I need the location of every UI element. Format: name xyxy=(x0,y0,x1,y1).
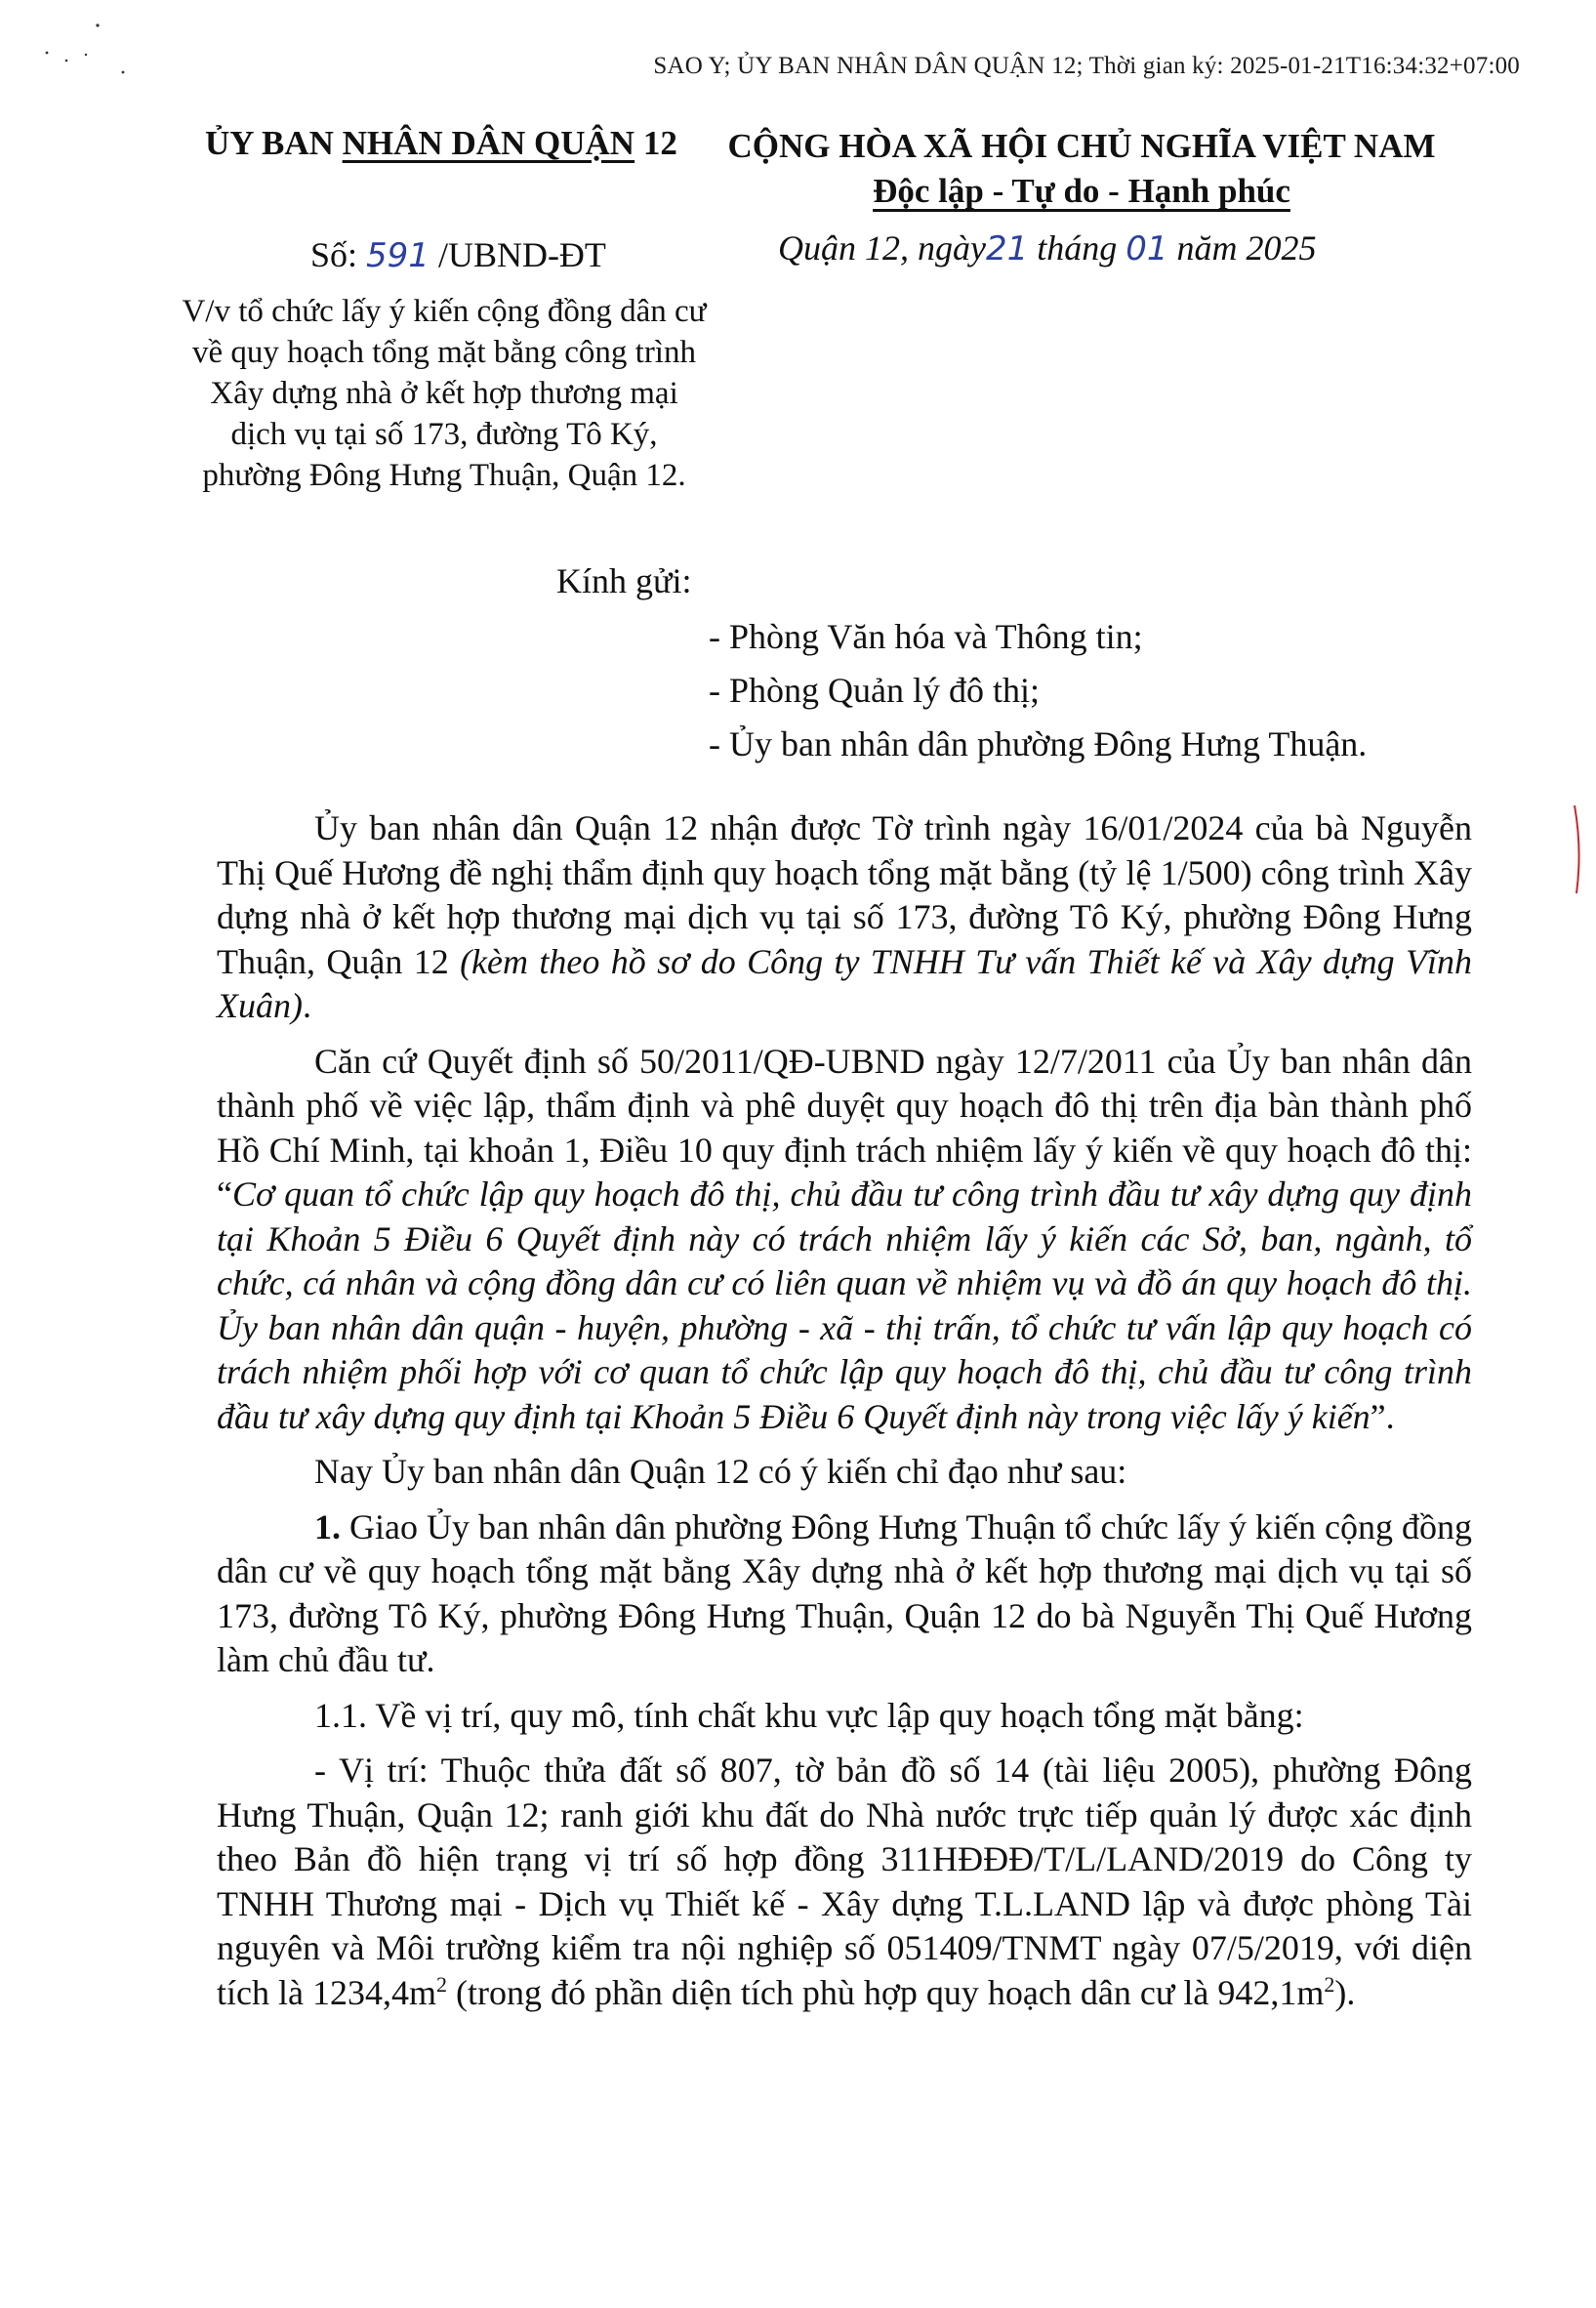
national-header xyxy=(711,124,1453,214)
handwritten-month: 01 xyxy=(1125,229,1168,268)
edge-pen-mark xyxy=(1569,801,1588,898)
subject-summary: V/v tổ chức lấy ý kiến cộng đồng dân cư về quy hoạch tổng mặt bằng công trình Xây dựng nhà ở kết hợp thương mại dịch vụ tại số 173, đường Tô Ký, phường Đông Hưng Thuận, Quận 12. xyxy=(182,294,707,493)
salutation: Kính gửi: xyxy=(556,561,692,600)
nation-name: CỘNG HÒA XÃ HỘI CHỦ NGHĨA VIỆT NAM xyxy=(727,127,1436,165)
recipient-item: - Phòng Quản lý đô thị; xyxy=(709,671,1040,710)
paragraph-directive-intro: Nay Ủy ban nhân dân Quận 12 có ý kiến chỉ đạo như sau: xyxy=(314,1452,1127,1491)
document-body xyxy=(217,806,1472,2026)
handwritten-day: 21 xyxy=(985,229,1029,268)
recipient-item: - Phòng Văn hóa và Thông tin; xyxy=(709,617,1143,656)
issuer-name: ỦY BAN NHÂN DÂN QUẬN 12 xyxy=(205,124,677,162)
recipient-item: - Ủy ban nhân dân phường Đông Hưng Thuận. xyxy=(709,724,1368,763)
document-number: Số: 591 /UBND-ĐT xyxy=(310,235,606,275)
paragraph-request: Ủy ban nhân dân Quận 12 nhận được Tờ trình ngày 16/01/2024 của bà Nguyễn Thị Quế Hương đề nghị thẩm định quy hoạch tổng mặt bằng (tỷ lệ 1/500) công trình Xây dựng nhà ở kết hợp thương mại dịch vụ tại số 173, đường Tô Ký, phường Đông Hưng Thuận, Quận 12 (kèm theo hồ sơ do Công ty TNHH Tư vấn Thiết kế và Xây dựng Vĩnh Xuân). xyxy=(217,808,1472,1025)
issue-date: Quận 12, ngày21 tháng 01 năm 2025 xyxy=(778,228,1317,268)
scan-specks xyxy=(39,18,137,86)
handwritten-number: 591 xyxy=(366,236,430,275)
national-motto: Độc lập - Tự do - Hạnh phúc xyxy=(873,172,1290,210)
paragraph-task-1: 1. Giao Ủy ban nhân dân phường Đông Hưng Thuận tổ chức lấy ý kiến cộng đồng dân cư về quy hoạch tổng mặt bằng Xây dựng nhà ở kết hợp thương mại dịch vụ tại số 173, đường Tô Ký, phường Đông Hưng Thuận, Quận 12 do bà Nguyễn Thị Quế Hương làm chủ đầu tư. xyxy=(217,1506,1472,1679)
digital-signature-stamp: SAO Y; ỦY BAN NHÂN DÂN QUẬN 12; Thời gian ký: 2025-01-21T16:34:32+07:00 xyxy=(653,53,1520,79)
recipient-list xyxy=(709,610,1367,771)
paragraph-location: - Vị trí: Thuộc thửa đất số 807, tờ bản đồ số 14 (tài liệu 2005), phường Đông Hưng Thuận, Quận 12; ranh giới khu đất do Nhà nước trực tiếp quản lý được xác định theo Bản đồ hiện trạng vị trí số hợp đồng 311HĐĐĐ/T/L/LAND/2019 do Công ty TNHH Thương mại - Dịch vụ Thiết kế - Xây dựng T.L.LAND lập và được phòng Tài nguyên và Môi trường kiểm tra nội nghiệp số 051409/TNMT ngày 07/5/2019, với diện tích là $1234,4m^2$ (trong đó phần diện tích phù hợp quy hoạch dân cư là $942,1m^2$). xyxy=(217,1751,1472,2012)
paragraph-section-1-1: 1.1. Về vị trí, quy mô, tính chất khu vực lập quy hoạch tổng mặt bằng: xyxy=(314,1695,1304,1735)
paragraph-legal-basis: Căn cứ Quyết định số 50/2011/QĐ-UBND ngày 12/7/2011 của Ủy ban nhân dân thành phố về việc lập, thẩm định và phê duyệt quy hoạch đô thị trên địa bàn thành phố Hồ Chí Minh, tại khoản 1, Điều 10 quy định trách nhiệm lấy ý kiến về quy hoạch đô thị: “Cơ quan tổ chức lập quy hoạch đô thị, chủ đầu tư công trình đầu tư xây dựng quy định tại Khoản 5 Điều 6 Quyết định này có trách nhiệm lấy ý kiến các Sở, ban, ngành, tổ chức, cá nhân và cộng đồng dân cư có liên quan về nhiệm vụ và đồ án quy hoạch đô thị. Ủy ban nhân dân quận - huyện, phường - xã - thị trấn, tổ chức tư vấn lập quy hoạch có trách nhiệm phối hợp với cơ quan tổ chức lập quy hoạch đô thị, chủ đầu tư công trình đầu tư xây dựng quy định tại Khoản 5 Điều 6 Quyết định này trong việc lấy ý kiến”. xyxy=(217,1041,1472,1436)
